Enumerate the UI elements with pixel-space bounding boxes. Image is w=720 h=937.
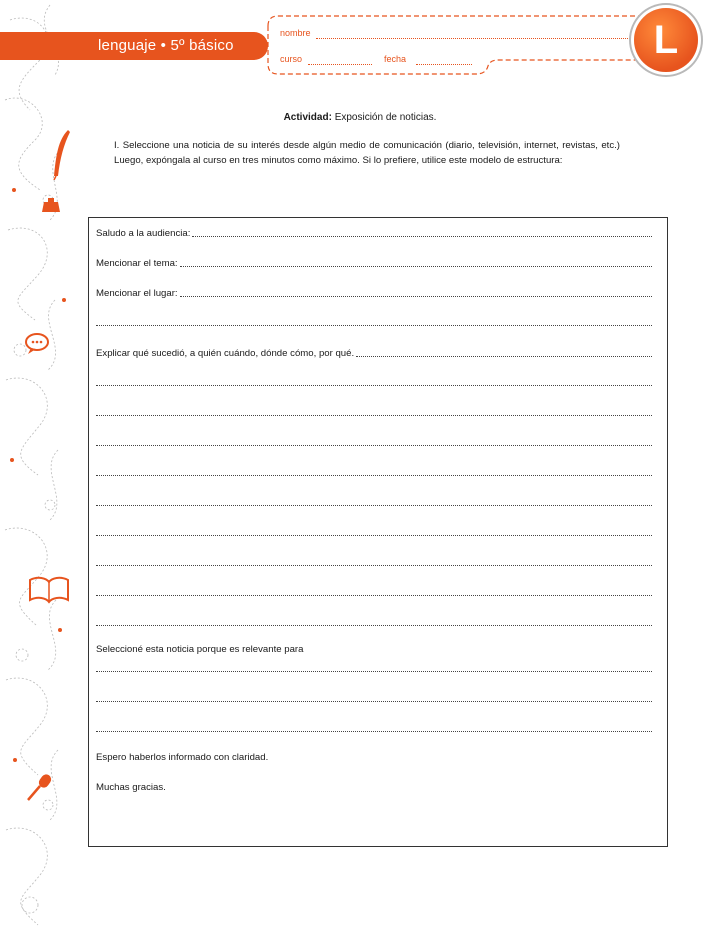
writing-line[interactable] <box>96 404 652 418</box>
student-info-box <box>266 14 696 76</box>
writing-line[interactable] <box>96 614 652 628</box>
blank-line[interactable] <box>96 701 652 702</box>
greeting-line[interactable] <box>96 225 652 239</box>
greeting-blank[interactable] <box>192 236 652 237</box>
explain-label: Explicar qué sucedió, a quién cuándo, dónde cómo, por qué. <box>96 348 355 359</box>
subject-banner <box>0 32 268 60</box>
writing-line[interactable] <box>96 690 652 704</box>
unit-badge: L <box>634 8 698 72</box>
writing-line[interactable] <box>96 494 652 508</box>
blank-line[interactable] <box>96 325 652 326</box>
writing-line[interactable] <box>96 464 652 478</box>
activity-title-label: Actividad: <box>283 112 332 123</box>
date-label: fecha <box>384 54 407 64</box>
topic-label: Mencionar el tema: <box>96 258 178 269</box>
activity-title-text: Exposición de noticias. <box>334 112 437 123</box>
place-label: Mencionar el lugar: <box>96 288 178 299</box>
activity-title <box>0 112 720 123</box>
blank-line[interactable] <box>96 731 652 732</box>
inkwell-icon <box>40 196 62 214</box>
topic-line[interactable] <box>96 255 652 269</box>
greeting-label: Saludo a la audiencia: <box>96 228 191 239</box>
blank-line[interactable] <box>96 385 652 386</box>
name-field[interactable] <box>316 38 638 39</box>
blank-line[interactable] <box>96 595 652 596</box>
writing-line[interactable] <box>96 434 652 448</box>
book-icon <box>28 574 70 604</box>
decorative-border <box>0 0 80 932</box>
blank-line[interactable] <box>96 535 652 536</box>
blank-line[interactable] <box>96 415 652 416</box>
quill-pen-icon <box>50 128 72 180</box>
date-field[interactable] <box>416 64 472 65</box>
blank-line[interactable] <box>96 505 652 506</box>
blank-line[interactable] <box>96 445 652 446</box>
explain-blank[interactable] <box>356 356 652 357</box>
blank-line[interactable] <box>96 565 652 566</box>
course-label: curso <box>280 54 303 64</box>
student-info-outline <box>266 14 696 76</box>
explain-line[interactable] <box>96 345 652 359</box>
blank-line[interactable] <box>96 671 652 672</box>
place-line[interactable] <box>96 285 652 299</box>
writing-line[interactable] <box>96 524 652 538</box>
relevance-label: Seleccioné esta noticia porque es relevante para <box>96 644 304 655</box>
place-blank[interactable] <box>180 296 652 297</box>
microphone-icon <box>24 772 58 802</box>
name-label: nombre <box>280 28 311 38</box>
blank-line[interactable] <box>96 475 652 476</box>
writing-line[interactable] <box>96 374 652 388</box>
writing-line[interactable] <box>96 314 652 328</box>
writing-line[interactable] <box>96 584 652 598</box>
closing-line: Espero haberlos informado con claridad. <box>96 752 269 763</box>
writing-line[interactable] <box>96 660 652 674</box>
course-field[interactable] <box>308 64 372 65</box>
thanks-line: Muchas gracias. <box>96 782 166 793</box>
blank-line[interactable] <box>96 625 652 626</box>
writing-line[interactable] <box>96 554 652 568</box>
instructions-paragraph: I. Seleccione una noticia de su interés desde algún medio de comunicación (diario, televisión, internet, revistas, etc.) Luego, expóngala al curso en tres minutos como máximo. Si lo prefiere, utilice este modelo de estructura: <box>114 140 620 166</box>
writing-line[interactable] <box>96 720 652 734</box>
subject-label: lenguaje • 5º básico <box>98 37 234 54</box>
speech-bubble-icon <box>24 332 50 356</box>
topic-blank[interactable] <box>180 266 652 267</box>
